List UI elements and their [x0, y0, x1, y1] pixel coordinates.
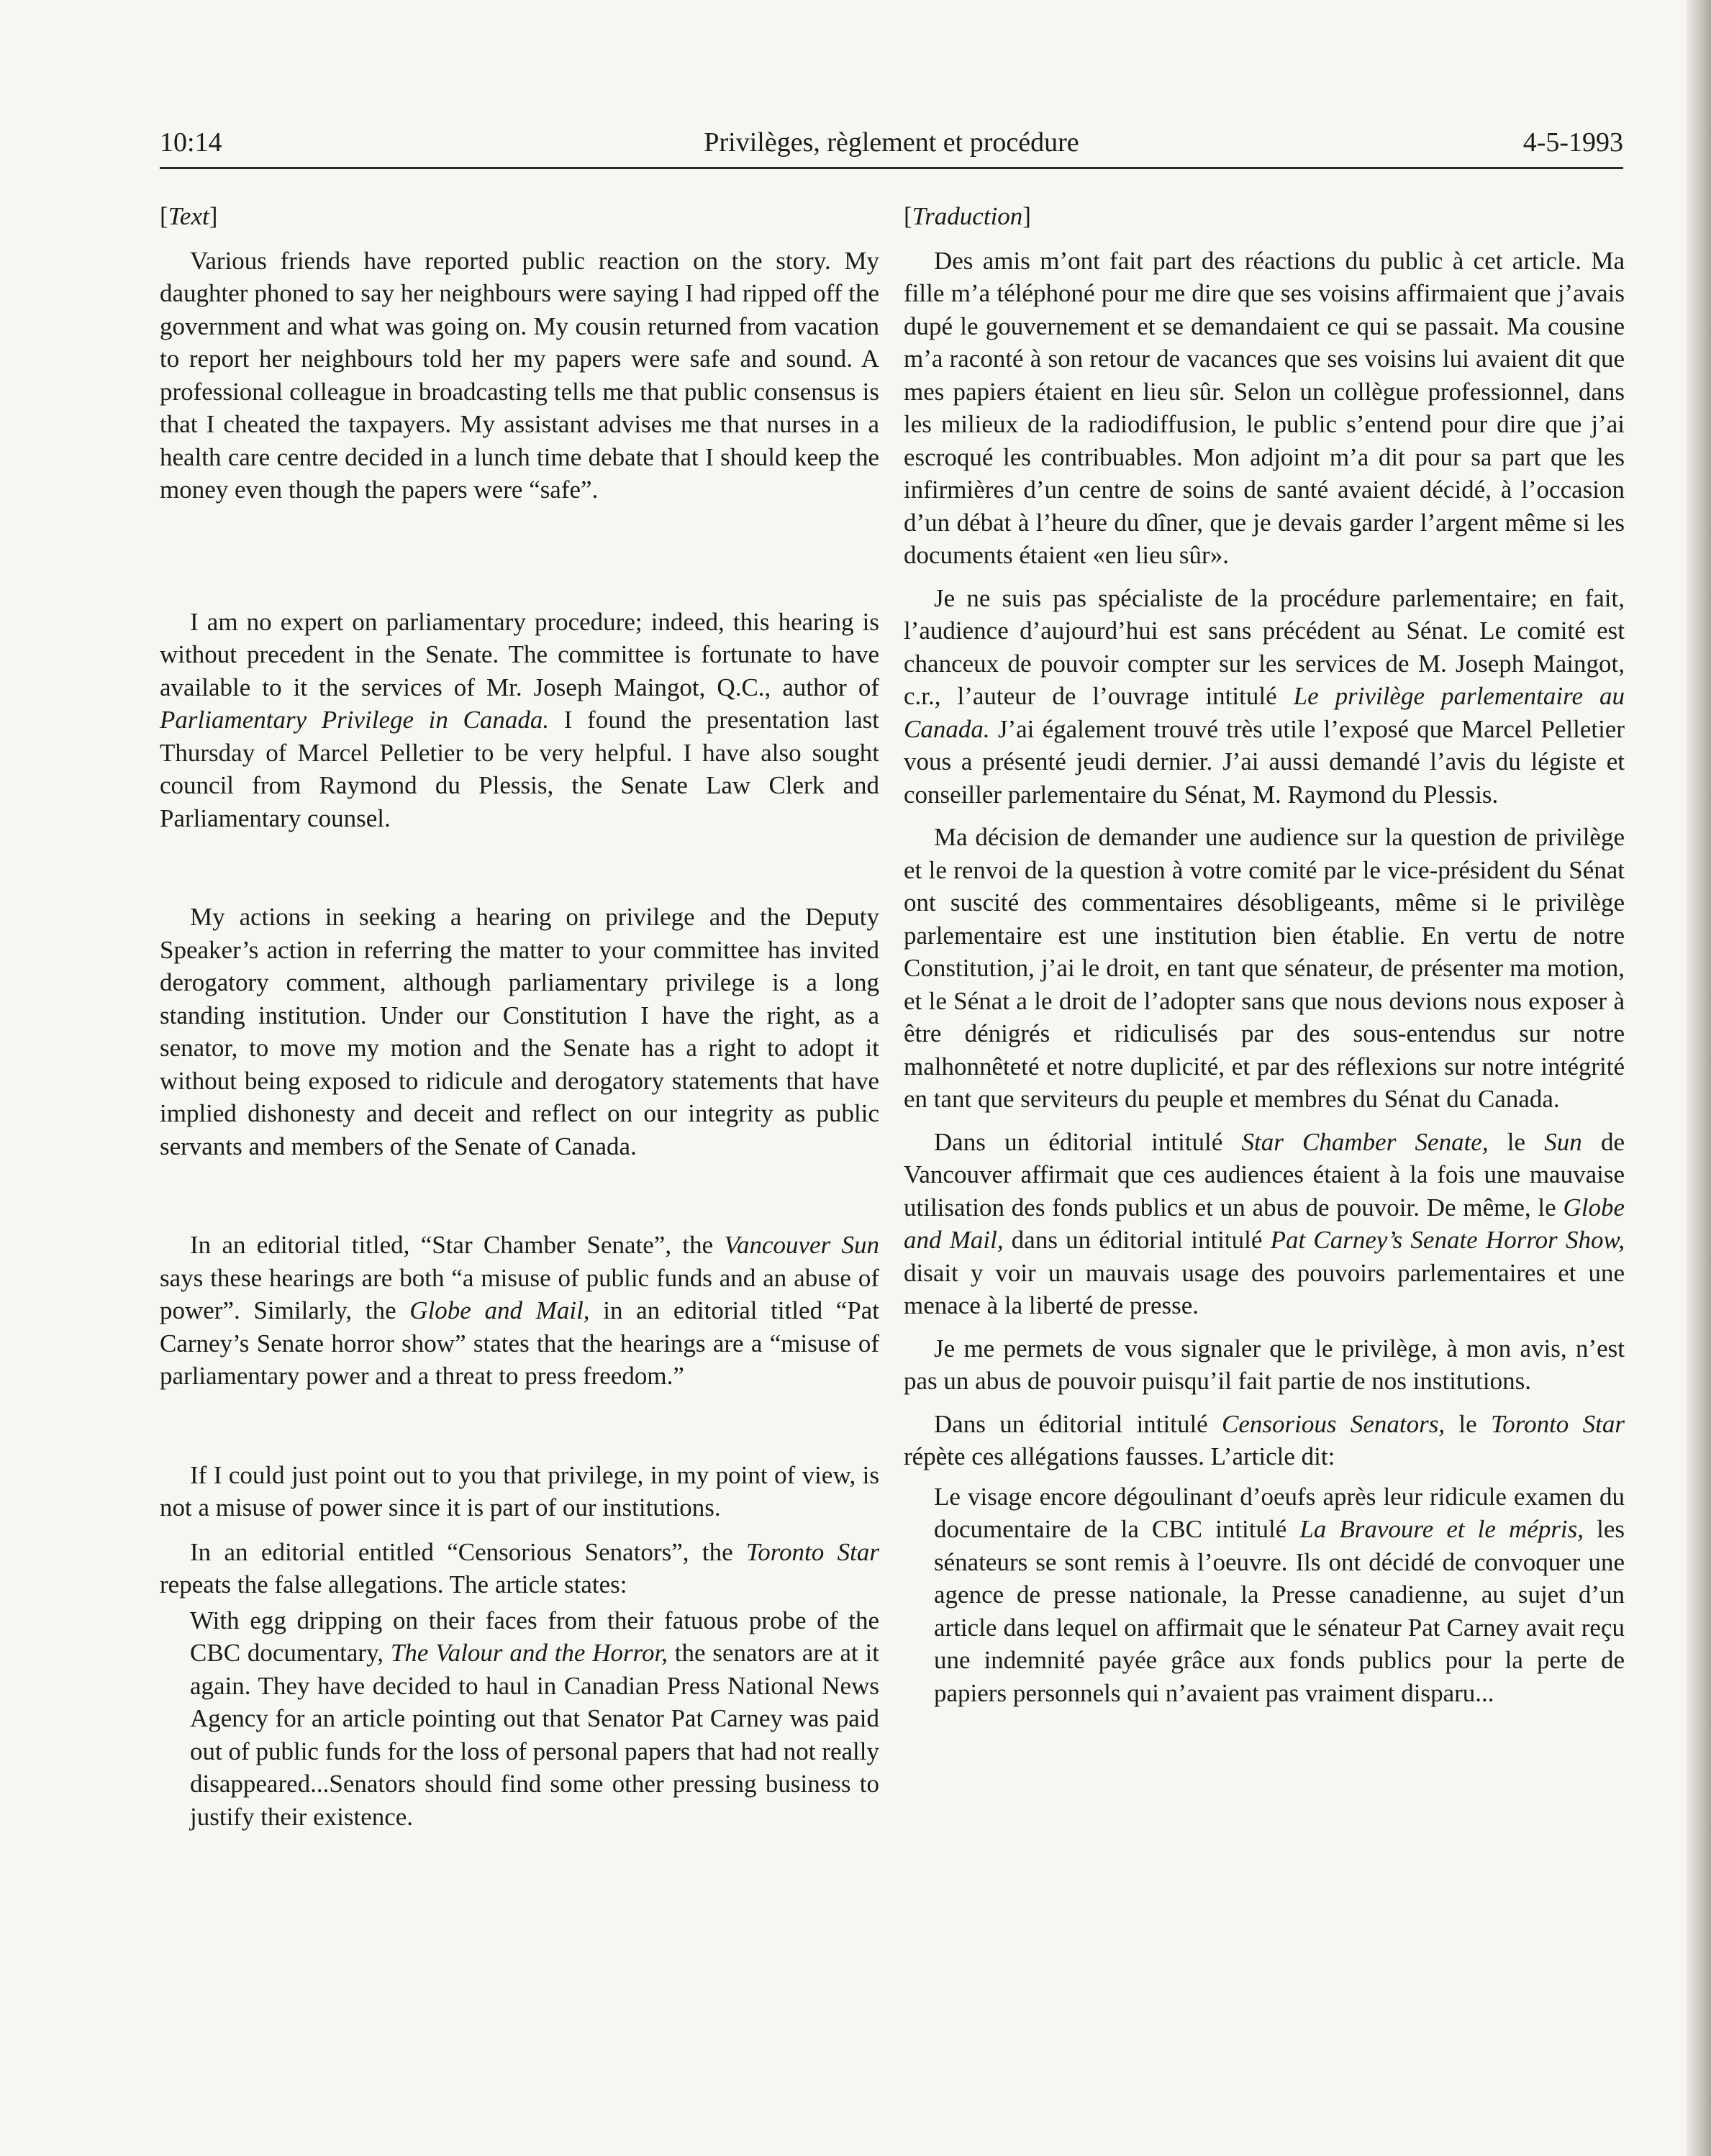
english-paragraph-2: I am no expert on parliamentary procedure; indeed, this hearing is without precedent in the Senate. The committee is fortunate to have available to it the services of Mr. Joseph Maingot, Q.C., author of Parliamentary Privilege in Canada. I found the presentation last Thursday of Marcel Pelletier to be very helpful. I have also sought council from Raymond du Plessis, the Senate Law Clerk and Parliamentary counsel.: [160, 607, 879, 832]
french-paragraph-2: Je ne suis pas spécialiste de la procédure parlementaire; en fait, l’audience d’aujourd’hui est sans précédent au Sénat. Le comité est chanceux de pouvoir compter sur les services de M. Joseph Maingot, c.r., l’auteur de l’ouvrage intitulé Le privilège parlementaire au Canada. J’ai également trouvé très utile l’exposé que Marcel Pelletier vous a présenté jeudi dernier. J’ai aussi demandé l’avis du légiste et conseiller parlementaire du Sénat, M. Raymond du Plessis.: [904, 583, 1625, 809]
french-paragraph-6: Dans un éditorial intitulé Censorious Senators, le Toronto Star répète ces allégations fausses. L’article dit:: [904, 1409, 1625, 1470]
english-paragraph-6: In an editorial entitled “Censorious Senators”, the Toronto Star repeats the false allegations. The article states:: [160, 1537, 879, 1598]
french-paragraph-3: Ma décision de demander une audience sur la question de privilège et le renvoi de la question à votre comité par le vice-président du Sénat ont suscité des commentaires désobligeants, même si le privilège parlementaire est une institution bien établie. En vertu de notre Constitution, j’ai le droit, en tant que sénateur, de présenter ma motion, et le Sénat a le droit de l’adopter sans que nous devions nous exposer à être dénigrés et ridiculisés par des sous-entendus sur notre malhonnêteté et notre duplicité, et par des réflexions sur notre intégrité en tant que serviteurs du peuple et membres du Sénat du Canada.: [904, 823, 1625, 1113]
text-label: [Text]: [160, 202, 218, 230]
english-quotation: With egg dripping on their faces from their fatuous probe of the CBC documentary, The Valour and the Horror, the senators are at it again. They have decided to haul in Canadian Press National News Agency for an article pointing out that Senator Pat Carney was paid out of public funds for the loss of personal papers that had not really disappeared...Senators should find some other pressing business to justify their existence.: [190, 1606, 879, 1831]
page-header: [160, 127, 1623, 167]
english-column: [160, 200, 879, 1833]
english-paragraph-1: Various friends have reported public reaction on the story. My daughter phoned to say her neighbours were saying I had ripped off the government and what was going on. My cousin returned from vacation to report her neighbours told her my papers were safe and sound. A professional colleague in broadcasting tells me that public consensus is that I cheated the taxpayers. My assistant advises me that nurses in a health care centre decided in a lunch time debate that I should keep the money even though the papers were “safe”.: [160, 246, 879, 504]
french-paragraph-1: Des amis m’ont fait part des réactions du public à cet article. Ma fille m’a téléphoné pour me dire que ses voisins affirmaient que j’avais dupé le gouvernement et se demandaient ce qui se passait. Ma cousine m’a raconté à son retour de vacances que ses voisins lui avaient dit que mes papiers étaient en lieu sûr. Selon un collègue professionnel, dans les milieux de la radiodiffusion, le public s’entend pour dire que j’ai escroqué les contribuables. Mon adjoint m’a dit pour sa part que les infirmières d’un centre de soins de santé avaient décidé, à l’occasion d’un débat à l’heure du dîner, que je devais garder l’argent même si les documents étaient «en lieu sûr».: [904, 246, 1625, 569]
english-paragraph-5: If I could just point out to you that privilege, in my point of view, is not a misuse of power since it is part of our institutions.: [160, 1460, 879, 1522]
french-paragraph-4: Dans un éditorial intitulé Star Chamber Senate, le Sun de Vancouver affirmait que ces audiences étaient à la fois une mauvaise utilisation des fonds publics et un abus de pouvoir. De même, le Globe and Mail, dans un éditorial intitulé Pat Carney’s Senate Horror Show, disait y voir un mauvais usage des pouvoirs parlementaires et une menace à la liberté de presse.: [904, 1127, 1625, 1319]
french-column: [904, 200, 1625, 1709]
english-paragraph-4: In an editorial titled, “Star Chamber Senate”, the Vancouver Sun says these hearings are both “a misuse of public funds and an abuse of power”. Similarly, the Globe and Mail, in an editorial titled “Pat Carney’s Senate horror show” states that the hearings are a “misuse of parliamentary power and a threat to press freedom.”: [160, 1231, 879, 1390]
page-edge-shadow: [1687, 0, 1711, 2156]
running-title: Privilèges, règlement et procédure: [704, 127, 1079, 158]
header-date: 4-5-1993: [1522, 127, 1623, 158]
french-quotation: Le visage encore dégoulinant d’oeufs après leur ridicule examen du documentaire de la CBC intitulé La Bravoure et le mépris, les sénateurs se sont remis à l’oeuvre. Ils ont décidé de convoquer une agence de presse nationale, la Presse canadienne, au sujet d’un article dans lequel on affirmait que le sénateur Pat Carney avait reçu une indemnité payée grâce aux fonds publics pour la perte de papiers personnels qui n’avaient pas vraiment disparu...: [934, 1482, 1625, 1707]
traduction-label: [Traduction]: [904, 202, 1031, 230]
french-paragraph-5: Je me permets de vous signaler que le privilège, à mon avis, n’est pas un abus de pouvoir puisqu’il fait partie de nos institutions.: [904, 1334, 1625, 1395]
page-reference: 10:14: [160, 127, 222, 158]
english-paragraph-3: My actions in seeking a hearing on privilege and the Deputy Speaker’s action in referring the matter to your committee has invited derogatory comment, although parliamentary privilege is a long standing institution. Under our Constitution I have the right, as a senator, to move my motion and the Senate has a right to adopt it without being exposed to ridicule and derogatory statements that have implied dishonesty and deceit and reflect on our integrity as public servants and members of the Senate of Canada.: [160, 903, 879, 1160]
header-rule: [160, 167, 1623, 169]
